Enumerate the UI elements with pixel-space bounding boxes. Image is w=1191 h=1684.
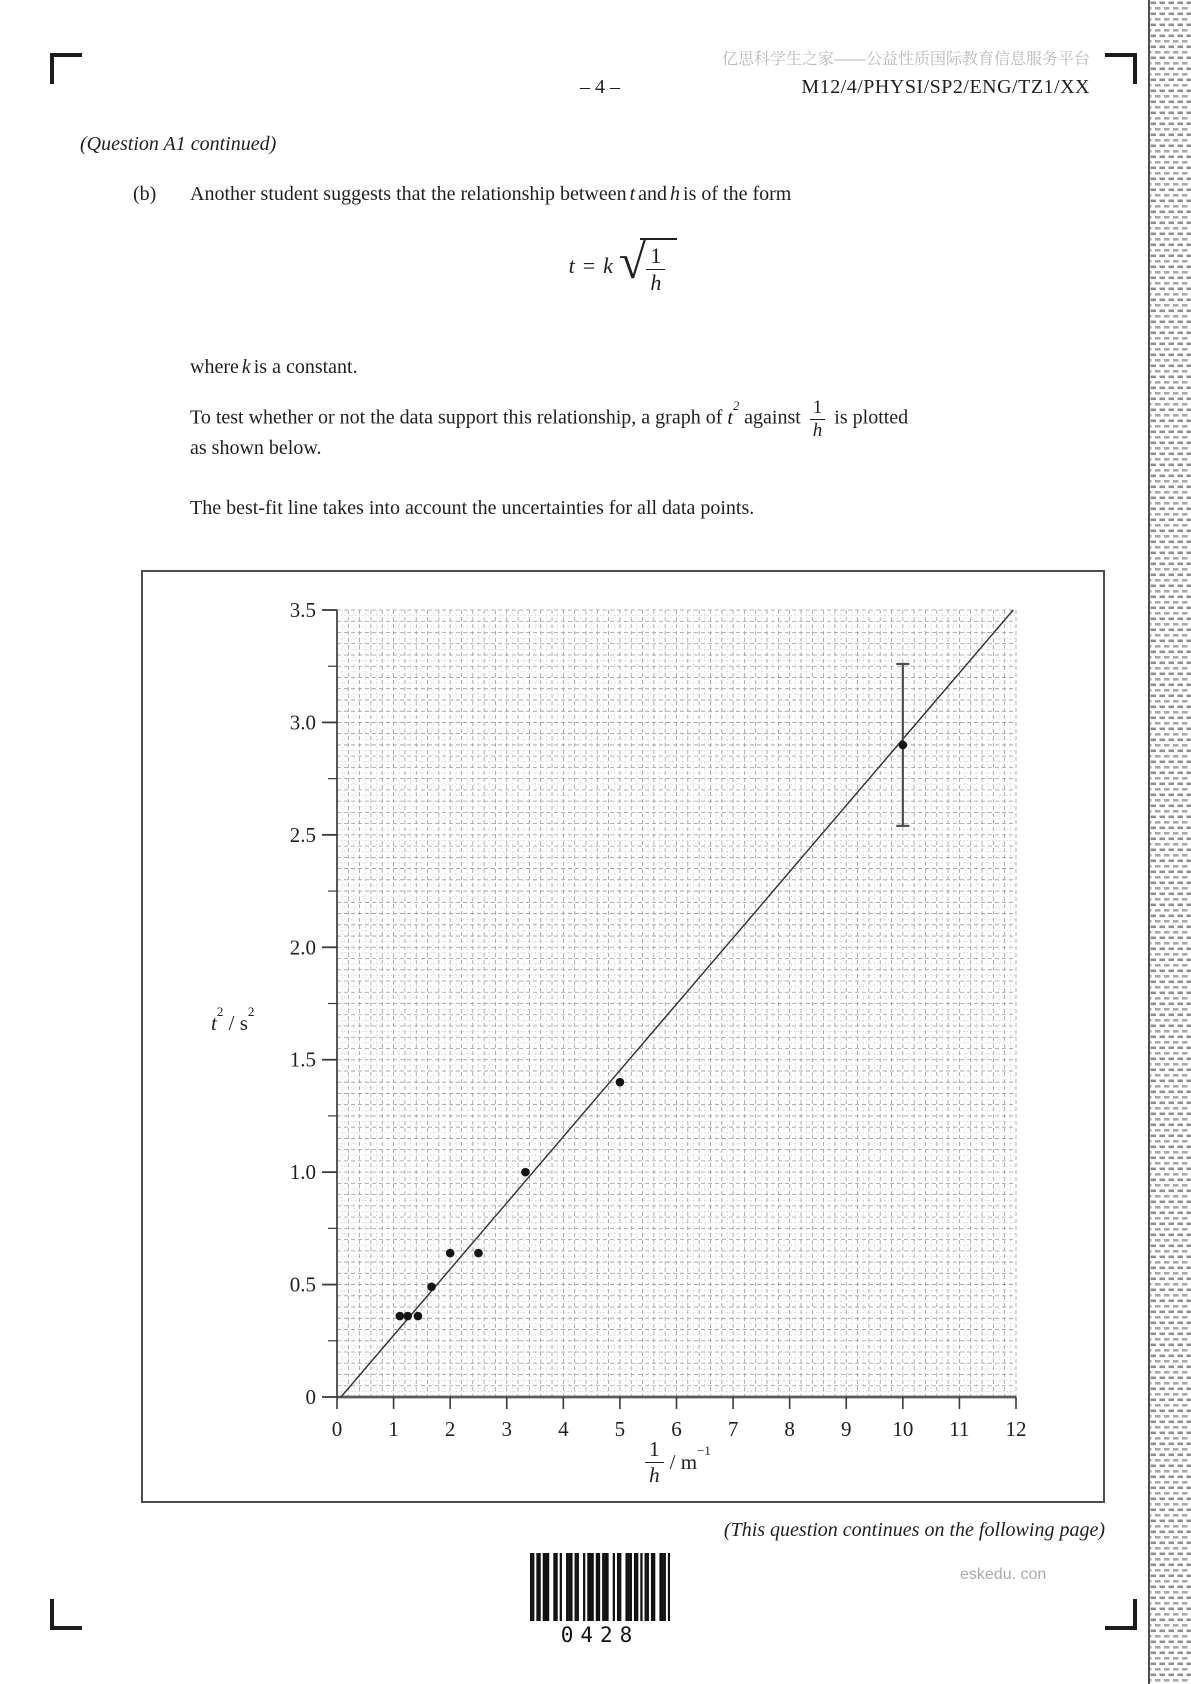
svg-text:1: 1 [388,1417,399,1441]
svg-text:0: 0 [305,1385,316,1409]
svg-text:11: 11 [949,1417,970,1441]
where-k-constant-line: where k is a constant. [190,356,358,378]
crop-mark-bottom-left [50,1599,82,1630]
svg-text:5: 5 [614,1417,626,1441]
test-relationship-paragraph: To test whether or not the data support this relationship, a graph of $t^2$ against $\frac{1}{h}$ is plotted as shown below. [190,396,909,459]
svg-text:1.5: 1.5 [289,1047,316,1072]
part-b-label: (b) [133,183,157,205]
hatch-pattern [1150,0,1191,1684]
svg-text:8: 8 [784,1417,795,1441]
data-point [474,1249,483,1258]
svg-text:7: 7 [727,1417,739,1441]
svg-text:4: 4 [558,1417,569,1441]
question-continued-note: (Question A1 continued) [80,133,277,155]
page-number: – 4 – [580,76,620,98]
chart-svg [143,572,1103,1501]
crop-mark-top-left [50,53,82,84]
svg-text:9: 9 [841,1417,852,1441]
data-point [899,741,908,750]
barcode-digits: 0428 [560,1623,640,1647]
inline-fraction-1-over-h: $\frac{1}{h}$ [810,398,826,441]
radical [618,233,677,295]
part-b-text: Another student suggests that the relationship between t and h is of the form [190,183,792,205]
svg-text:2: 2 [444,1417,456,1441]
variable-t: t [629,183,636,205]
radical-symbol: √ [618,233,647,289]
svg-text:3.5: 3.5 [289,598,316,622]
variable-h: h [670,183,681,205]
best-fit-line-note: The best-fit line takes into account the uncertainties for all data points. [190,497,755,519]
variable-k: k [241,356,251,378]
x-axis-fraction-1-over-h: $\frac{1}{h}$ [645,1438,664,1486]
svg-text:2.0: 2.0 [289,935,316,960]
fraction-1-over-h: $\frac{1}{h}$ [646,244,665,295]
svg-text:3: 3 [501,1417,512,1441]
svg-text:6: 6 [671,1417,682,1441]
data-point [427,1283,436,1292]
continues-caption: (This question continues on the following page) [723,1519,1105,1541]
svg-text:10: 10 [892,1417,914,1441]
data-point [616,1078,625,1087]
equation-t-equals-k-sqrt-1-over-h: t = k √ $\frac{1}{h}$ [141,238,1105,295]
svg-text:1.0: 1.0 [289,1160,316,1185]
site-watermark-header: 亿思科学生之家——公益性质国际教育信息服务平台 [721,51,1090,68]
svg-text:3.0: 3.0 [289,710,316,735]
y-axis-label: $t^2 / s^2$ [211,1003,255,1035]
crop-mark-top-right [1105,53,1137,84]
data-point [403,1312,412,1321]
svg-text:0.5: 0.5 [289,1272,316,1297]
svg-text:12: 12 [1005,1417,1027,1441]
svg-text:0: 0 [331,1417,343,1441]
site-watermark-footer: eskedu. con [960,1566,1047,1583]
axis-ticks [322,610,1016,1409]
barcode [530,1553,670,1649]
x-axis-label: $\frac{1}{h}$ / $m^{-1}$ [528,1438,828,1486]
data-point [521,1168,530,1177]
page-edge-texture-band [1148,0,1191,1684]
crop-mark-bottom-right [1105,1599,1137,1630]
paper-code: M12/4/PHYSI/SP2/ENG/TZ1/XX [801,76,1090,98]
data-point [396,1312,405,1321]
svg-text:2.5: 2.5 [289,822,316,847]
variable-t-squared: $t^2$ [727,398,740,429]
data-point [446,1249,455,1258]
data-point [414,1312,423,1321]
data-points [396,741,908,1321]
graph-figure-box [141,570,1105,1503]
barcode-bars [530,1553,670,1621]
